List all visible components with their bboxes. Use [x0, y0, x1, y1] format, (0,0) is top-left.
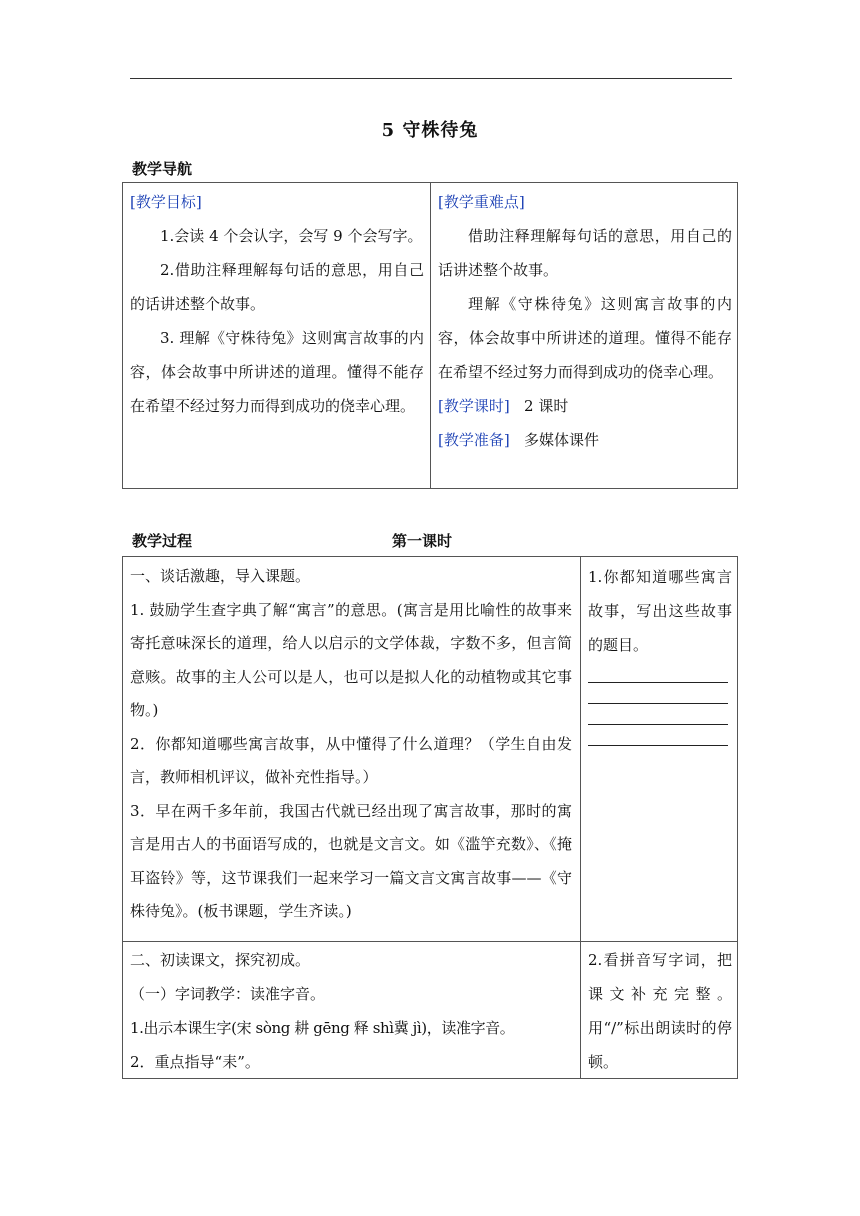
key-point-item: 借助注释理解每句话的意思，用自己的话讲述整个故事。	[438, 227, 732, 279]
section1-line: 3．早在两千多年前，我国古代就已经出现了寓言故事，那时的寓言是用古人的书面语写成的，也就是文言文。如《滥竽充数》、《掩耳盗铃》等，这节课我们一起来学习一篇文言文寓言故事——《守株待兔》。(板书课题，学生齐读。)	[130, 801, 572, 920]
prep-label: [教学准备]	[438, 431, 510, 449]
key-point-item: 理解《守株待兔》这则寓言故事的内容，体会故事中所讲述的道理。懂得不能存在希望不经过努力而得到成功的侥幸心理。	[438, 295, 732, 381]
hours-row	[438, 389, 732, 423]
nav-table-divider	[430, 182, 431, 489]
key-points-cell	[438, 185, 732, 457]
goal-item: 1.会读 4 个会认字，会写 9 个会写字。	[160, 227, 423, 245]
section1-line: 1. 鼓励学生查字典了解“寓言”的意思。(寓言是用比喻性的故事来寄托意味深长的道理，给人以启示的文学体裁，字数不多，但言简意赅。故事的主人公可以是人，也可以是拟人化的动植物或其它事物。)	[130, 600, 572, 719]
process-table-divider	[580, 556, 581, 1079]
goals-label: [教学目标]	[130, 193, 202, 211]
section2-line: （一）字词教学：读准字音。	[130, 985, 326, 1003]
header-rule	[130, 78, 732, 79]
process-heading: 教学过程	[132, 532, 193, 550]
section1-line: 一、谈话激趣，导入课题。	[130, 567, 311, 585]
hours-value: 2 课时	[524, 397, 569, 415]
section2-side	[588, 943, 732, 1079]
section1-side-text: 1.你都知道哪些寓言故事，写出这些故事的题目。	[588, 568, 732, 654]
process-table-row-divider	[122, 941, 738, 942]
section2-line: 1.出示本课生字(宋 sòng 耕 gēng 释 shì冀 jì)，读准字音。	[130, 1019, 515, 1037]
answer-blank[interactable]	[588, 724, 728, 725]
section1-side	[588, 560, 732, 756]
section1-main	[130, 560, 572, 929]
answer-blank[interactable]	[588, 745, 728, 746]
answer-blank[interactable]	[588, 703, 728, 704]
prep-value: 多媒体课件	[524, 431, 600, 449]
page-title: 5 守株待兔	[381, 120, 479, 141]
section2-line: 二、初读课文，探究初成。	[130, 951, 311, 969]
prep-row	[438, 423, 732, 457]
period-heading: 第一课时	[392, 532, 453, 550]
key-points-label: [教学重难点]	[438, 193, 525, 211]
hours-label: [教学课时]	[438, 397, 510, 415]
section2-main	[130, 943, 576, 1079]
goal-item: 2.借助注释理解每句话的意思，用自己的话讲述整个故事。	[130, 261, 424, 313]
section2-side-text: 2.看拼音写字词，把课文补充完整。用“/”标出朗读时的停顿。	[588, 951, 732, 1071]
section1-line: 2．你都知道哪些寓言故事，从中懂得了什么道理？（学生自由发言，教师相机评议，做补充性指导。）	[130, 734, 572, 786]
goal-item: 3. 理解《守株待兔》这则寓言故事的内容，体会故事中所讲述的道理。懂得不能存在希望不经过努力而得到成功的侥幸心理。	[130, 329, 424, 415]
goals-cell	[130, 185, 424, 423]
nav-heading: 教学导航	[132, 160, 193, 178]
answer-blank[interactable]	[588, 682, 728, 683]
section2-line: 2．重点指导“耒”。	[130, 1053, 260, 1071]
